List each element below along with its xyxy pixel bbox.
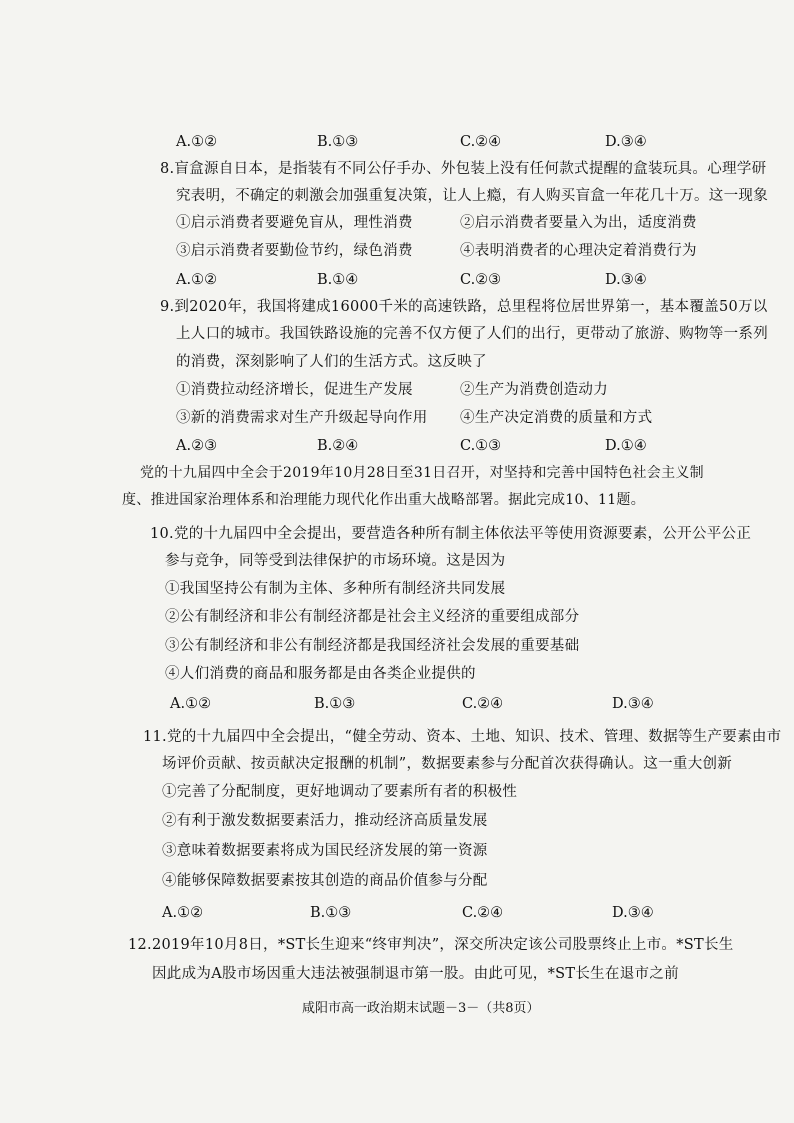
q8-item-3: ③启示消费者要勤俭节约，绿色消费 — [176, 243, 413, 259]
q11-stem-line-2: 场评价贡献、按贡献决定报酬的机制”，数据要素参与分配首次获得确认。这一重大创新 — [162, 756, 733, 772]
q7-option-c: C.②④ — [460, 134, 502, 150]
q8-item-2: ②启示消费者要量入为出，适度消费 — [460, 215, 697, 231]
q11-option-d: D.③④ — [612, 905, 654, 921]
q10-option-d: D.③④ — [612, 696, 654, 712]
q12-stem-line-1: 12.2019年10月8日，*ST长生迎来“终审判决”，深交所决定该公司股票终止上市。*ST长生 — [128, 937, 734, 953]
passage-line-1: 党的十九届四中全会于2019年10月28日至31日召开，对坚持和完善中国特色社会主义制 — [140, 465, 704, 481]
q12-stem-line-2: 因此成为A股市场因重大违法被强制退市第一股。由此可见，*ST长生在退市之前 — [152, 966, 679, 982]
q10-item-1: ①我国坚持公有制为主体、多种所有制经济共同发展 — [165, 581, 506, 597]
q11-item-1: ①完善了分配制度，更好地调动了要素所有者的积极性 — [162, 784, 518, 800]
q9-item-4: ④生产决定消费的质量和方式 — [460, 410, 653, 426]
q9-stem-line-2: 上人口的城市。我国铁路设施的完善不仅方便了人们的出行，更带动了旅游、购物等一系列 — [176, 326, 768, 342]
q9-item-2: ②生产为消费创造动力 — [460, 382, 608, 398]
q8-item-4: ④表明消费者的心理决定着消费行为 — [460, 243, 697, 259]
q8-option-c: C.②③ — [460, 272, 502, 288]
q9-option-c: C.①③ — [460, 438, 502, 454]
q7-option-a: A.①② — [176, 134, 218, 150]
q10-item-3: ③公有制经济和非公有制经济都是我国经济社会发展的重要基础 — [165, 638, 580, 654]
page-footer: 咸阳市高一政治期末试题－3－（共8页） — [302, 1001, 540, 1016]
q10-option-c: C.②④ — [462, 696, 504, 712]
q11-option-a: A.①② — [162, 905, 204, 921]
q10-stem-line-1: 10.党的十九届四中全会提出，要营造各种所有制主体依法平等使用资源要素，公开公平公正 — [150, 526, 752, 542]
q11-option-c: C.②④ — [462, 905, 504, 921]
q11-item-2: ②有利于激发数据要素活力，推动经济高质量发展 — [162, 813, 488, 829]
q11-stem-line-1: 11.党的十九届四中全会提出，“健全劳动、资本、土地、知识、技术、管理、数据等生产要素由市 — [143, 729, 782, 745]
q9-item-3: ③新的消费需求对生产升级起导向作用 — [176, 410, 428, 426]
q9-option-d: D.①④ — [605, 438, 647, 454]
q7-option-b: B.①③ — [317, 134, 359, 150]
q7-option-d: D.③④ — [605, 134, 647, 150]
q8-option-a: A.①② — [176, 272, 218, 288]
q9-stem-line-1: 9.到2020年，我国将建成16000千米的高速铁路，总里程将位居世界第一，基本覆盖50万以 — [160, 299, 768, 315]
q8-stem-line-1: 8.盲盒源自日本，是指装有不同公仔手办、外包装上没有任何款式提醒的盒装玩具。心理学研 — [160, 161, 767, 177]
q8-option-d: D.③④ — [605, 272, 647, 288]
q11-option-b: B.①③ — [310, 905, 352, 921]
q8-stem-line-2: 究表明，不确定的刺激会加强重复决策，让人上瘾，有人购买盲盒一年花几十万。这一现象 — [176, 188, 768, 204]
q8-option-b: B.①④ — [317, 272, 359, 288]
q10-item-4: ④人们消费的商品和服务都是由各类企业提供的 — [165, 666, 476, 682]
q9-option-a: A.②③ — [176, 438, 218, 454]
q10-stem-line-2: 参与竞争，同等受到法律保护的市场环境。这是因为 — [165, 553, 506, 569]
q10-option-b: B.①③ — [314, 696, 356, 712]
q11-item-3: ③意味着数据要素将成为国民经济发展的第一资源 — [162, 843, 488, 859]
q8-item-1: ①启示消费者要避免盲从，理性消费 — [176, 215, 413, 231]
q9-option-b: B.②④ — [317, 438, 359, 454]
q10-option-a: A.①② — [170, 696, 212, 712]
passage-line-2: 度、推进国家治理体系和治理能力现代化作出重大战略部署。据此完成10、11题。 — [122, 492, 646, 508]
q9-item-1: ①消费拉动经济增长，促进生产发展 — [176, 382, 413, 398]
q10-item-2: ②公有制经济和非公有制经济都是社会主义经济的重要组成部分 — [165, 609, 580, 625]
q9-stem-line-3: 的消费，深刻影响了人们的生活方式。这反映了 — [176, 354, 487, 370]
q11-item-4: ④能够保障数据要素按其创造的商品价值参与分配 — [162, 873, 488, 889]
